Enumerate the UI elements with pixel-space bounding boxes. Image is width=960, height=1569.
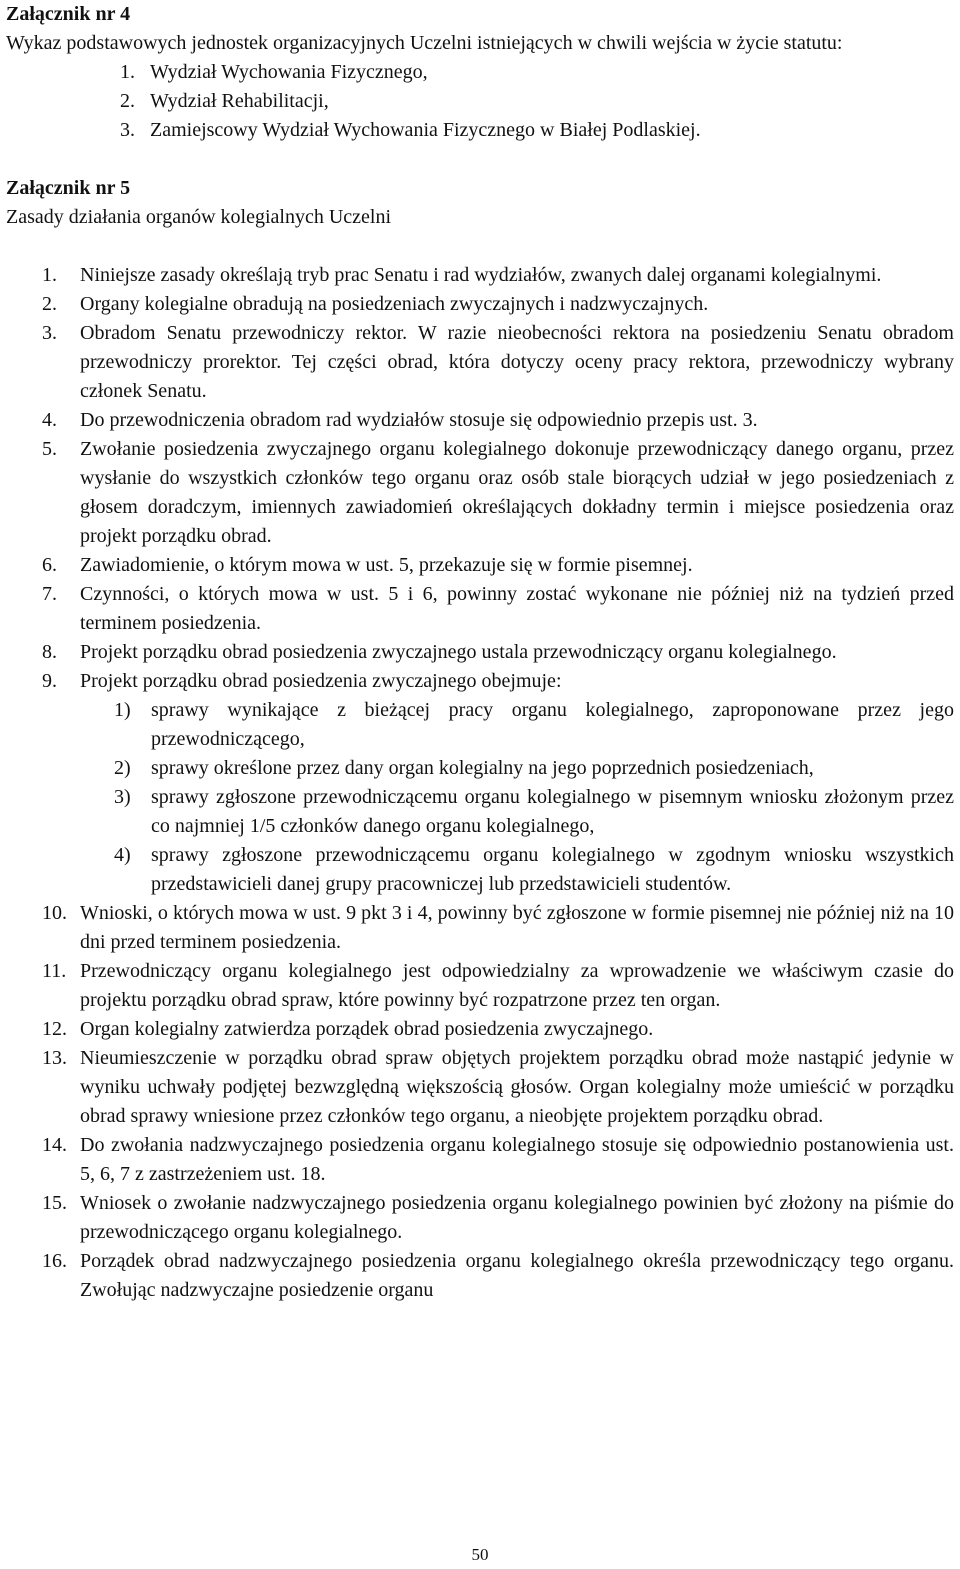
list-item-text: Projekt porządku obrad posiedzenia zwyczajnego obejmuje: [80,670,562,692]
sublist-item [114,696,954,754]
list-item-number: 10. [42,902,67,924]
sublist-item-text: sprawy zgłoszone przewodniczącemu organu kolegialnego w zgodnym wniosku wszystkich przedstawicieli danej grupy pracowniczej lub przedstawicieli studentów. [151,844,954,895]
annex4-title: Załącznik nr 4 [6,3,131,25]
list-item-text: Organy kolegialne obradują na posiedzeniach zwyczajnych i nadzwyczajnych. [80,293,709,315]
list-item-text: Do przewodniczenia obradom rad wydziałów stosuje się odpowiednio przepis ust. 3. [80,409,758,431]
list-item-number: 11. [42,960,67,982]
list-item-text: Projekt porządku obrad posiedzenia zwyczajnego ustala przewodniczący organu kolegialnego. [80,641,837,663]
sublist-item [114,754,954,783]
list-item [6,957,954,1015]
list-item-number: 1. [120,61,135,83]
list-item-text: Do zwołania nadzwyczajnego posiedzenia organu kolegialnego stosuje się odpowiednio postanowienia ust. 5, 6, 7 z zastrzeżeniem ust. 18. [80,1134,954,1185]
list-item-number: 9. [42,670,57,692]
list-item [6,1044,954,1131]
list-item [6,899,954,957]
list-item-number: 16. [42,1250,67,1272]
list-item-text: Porządek obrad nadzwyczajnego posiedzenia organu kolegialnego określa przewodniczący tego organu. Zwołując nadzwyczajne posiedzenie organu [80,1250,954,1301]
list-item-text: Nieumieszczenie w porządku obrad spraw objętych projektem porządku obrad może nastąpić jedynie w wyniku uchwały podjętej bezwzględną większością głosów. Organ kolegialny może umieścić w porządku obrad sprawy wniesione przez członków tego organu, a nieobjęte projektem porządku obrad. [80,1047,954,1127]
list-item-number: 13. [42,1047,67,1069]
list-item-text: Przewodniczący organu kolegialnego jest odpowiedzialny za wprowadzenie we właściwym czasie do projektu porządku obrad spraw, które powinny być rozpatrzone przez ten organ. [80,960,954,1011]
sublist-item-text: sprawy zgłoszone przewodniczącemu organu kolegialnego w pisemnym wniosku złożonym przez co najmniej 1/5 członków danego organu kolegialnego, [151,786,954,837]
list-item [6,319,954,406]
sublist-item-number: 4) [114,844,131,866]
spacer [6,232,954,261]
list-item-text: Zawiadomienie, o którym mowa w ust. 5, przekazuje się w formie pisemnej. [80,554,693,576]
list-item-number: 1. [42,264,57,286]
list-item-number: 6. [42,554,57,576]
list-item-text: Zwołanie posiedzenia zwyczajnego organu kolegialnego dokonuje przewodniczący danego organu, przez wysłanie do wszystkich członków tego organu oraz osób stale biorących udział w jego posiedzeniach z głosem doradczym, imiennych zawiadomień określających dokładny termin i miejsce posiedzenia oraz projekt porządku obrad. [80,438,954,547]
sublist-item-number: 2) [114,757,131,779]
sublist-item [114,841,954,899]
list-item [6,58,954,87]
list-item [6,1189,954,1247]
page-number: 50 [471,1545,489,1564]
list-item-number: 3. [42,322,57,344]
list-item [6,261,954,290]
list-item-number: 15. [42,1192,67,1214]
list-item-number: 3. [120,119,135,141]
sublist-item-text: sprawy określone przez dany organ kolegialny na jego poprzednich posiedzeniach, [151,757,814,779]
list-item-text: Czynności, o których mowa w ust. 5 i 6, powinny zostać wykonane nie później niż na tydzień przed terminem posiedzenia. [80,583,954,634]
list-item [6,87,954,116]
list-item [6,116,954,145]
agenda-sublist [114,696,954,899]
annex4-intro: Wykaz podstawowych jednostek organizacyjnych Uczelni istniejących w chwili wejścia w życie statutu: [6,32,843,54]
list-item [6,1015,954,1044]
list-item-text: Niniejsze zasady określają tryb prac Senatu i rad wydziałów, zwanych dalej organami kolegialnymi. [80,264,882,286]
list-item-number: 12. [42,1018,67,1040]
list-item [6,406,954,435]
list-item [6,1131,954,1189]
list-item-text: Obradom Senatu przewodniczy rektor. W razie nieobecności rektora na posiedzeniu Senatu obradom przewodniczy prorektor. Tej części obrad, która dotyczy oceny pracy rektora, przewodniczy wybrany członek Senatu. [80,322,954,402]
list-item-number: 5. [42,438,57,460]
list-item [6,638,954,667]
annex5-title: Załącznik nr 5 [6,177,131,199]
list-item [6,580,954,638]
rules-list [6,261,954,1305]
list-item-text: Wnioski, o których mowa w ust. 9 pkt 3 i 4, powinny być zgłoszone w formie pisemnej nie później niż na 10 dni przed terminem posiedzenia. [80,902,954,953]
list-item-text: Zamiejscowy Wydział Wychowania Fizycznego w Białej Podlaskiej. [150,119,701,141]
spacer [6,145,954,174]
list-item [6,1247,954,1305]
list-item-number: 8. [42,641,57,663]
list-item-text: Wydział Rehabilitacji, [150,90,329,112]
sublist-item-number: 3) [114,786,131,808]
list-item-number: 14. [42,1134,67,1156]
list-item [6,667,954,696]
list-item-number: 2. [42,293,57,315]
list-item [6,290,954,319]
sublist-item-text: sprawy wynikające z bieżącej pracy organu kolegialnego, zaproponowane przez jego przewodniczącego, [151,699,954,750]
list-item-number: 4. [42,409,57,431]
list-item-text: Wydział Wychowania Fizycznego, [150,61,428,83]
list-item [6,435,954,551]
faculty-list [6,58,954,145]
annex5-subtitle: Zasady działania organów kolegialnych Uczelni [6,206,392,228]
list-item-text: Organ kolegialny zatwierdza porządek obrad posiedzenia zwyczajnego. [80,1018,654,1040]
sublist-item [114,783,954,841]
list-item-number: 7. [42,583,57,605]
sublist-item-number: 1) [114,699,131,721]
list-item-text: Wniosek o zwołanie nadzwyczajnego posiedzenia organu kolegialnego powinien być złożony na piśmie do przewodniczącego organu kolegialnego. [80,1192,954,1243]
list-item-number: 2. [120,90,135,112]
list-item [6,551,954,580]
